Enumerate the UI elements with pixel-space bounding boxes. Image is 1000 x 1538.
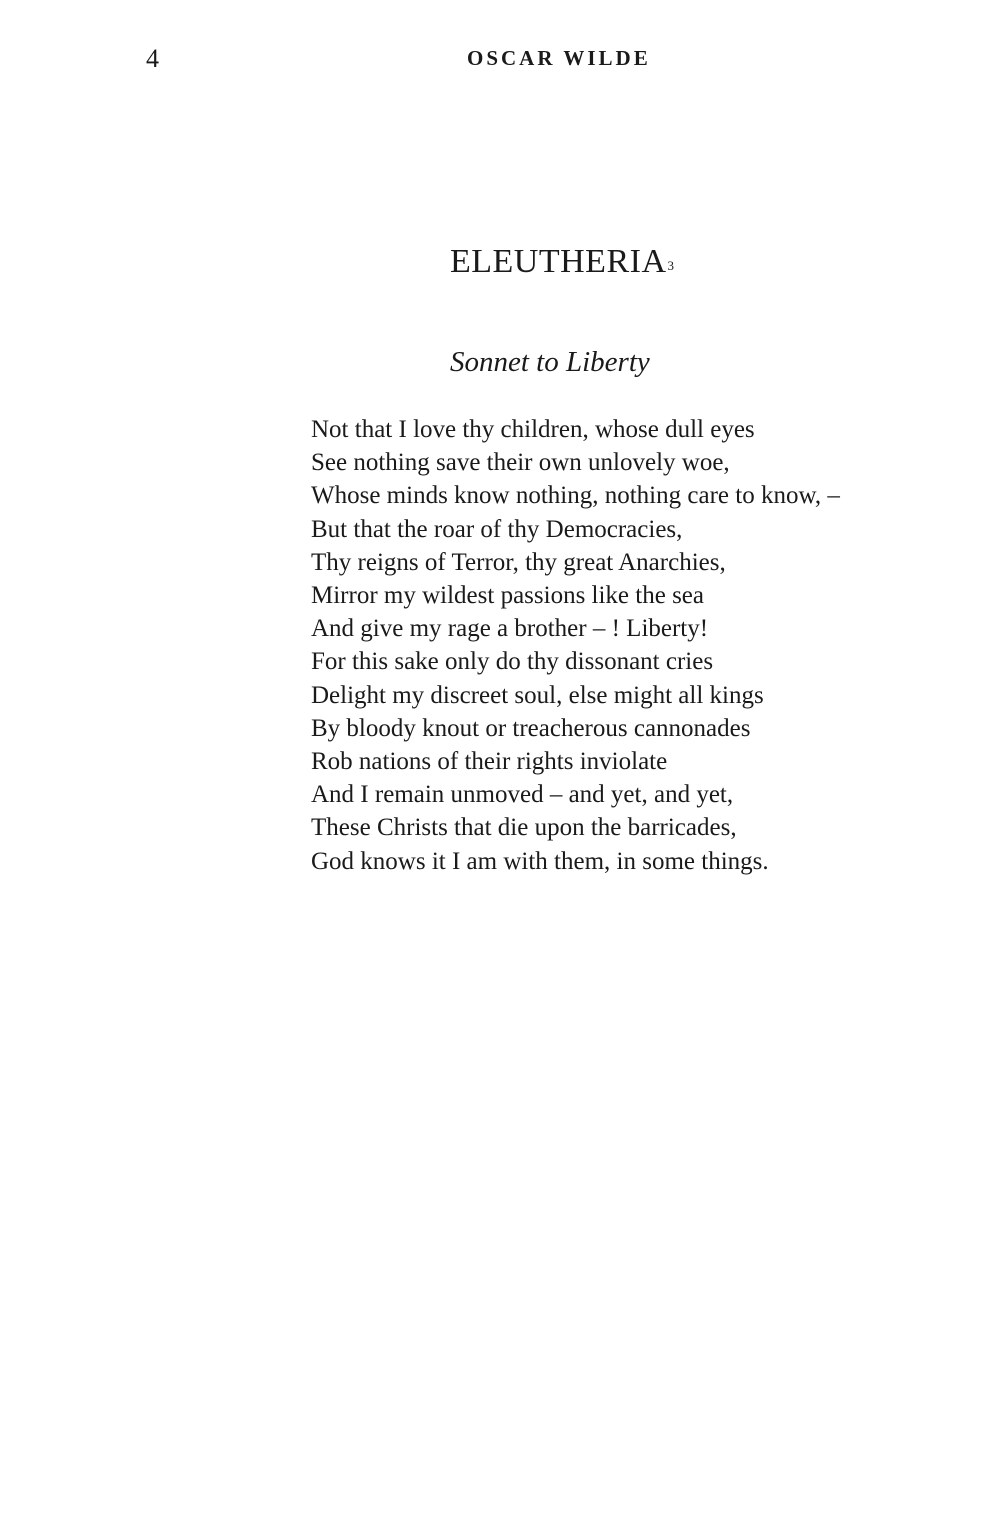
poem-stanza xyxy=(311,413,840,878)
verse-line: For this sake only do thy dissonant cries xyxy=(311,648,714,676)
poem-title-text: ELEUTHERIA xyxy=(450,243,667,280)
verse-line: Mirror my wildest passions like the sea xyxy=(311,582,704,610)
verse-line: Not that I love thy children, whose dull eyes xyxy=(311,416,755,443)
verse-line: But that the roar of thy Democracies, xyxy=(311,515,683,543)
verse-line: And give my rage a brother – ! Liberty! xyxy=(311,615,709,643)
poem-subtitle: Sonnet to Liberty xyxy=(450,346,650,378)
poem-title xyxy=(450,242,675,282)
verse-line: See nothing save their own unlovely woe, xyxy=(311,449,730,477)
verse-line: And I remain unmoved – and yet, and yet, xyxy=(311,781,734,809)
footnote-marker[interactable]: 3 xyxy=(667,258,675,273)
verse-line: God knows it I am with them, in some things. xyxy=(311,847,769,875)
page-number: 4 xyxy=(146,44,159,73)
verse-line: These Christs that die upon the barricades, xyxy=(311,814,737,842)
verse-line: Rob nations of their rights inviolate xyxy=(311,748,668,776)
verse-line: By bloody knout or treacherous cannonades xyxy=(311,714,751,742)
running-head: OSCAR WILDE xyxy=(467,46,651,70)
verse-line: Whose minds know nothing, nothing care to know, – xyxy=(311,482,840,510)
verse-line: Thy reigns of Terror, thy great Anarchies, xyxy=(311,548,726,576)
verse-line: Delight my discreet soul, else might all kings xyxy=(311,681,764,709)
